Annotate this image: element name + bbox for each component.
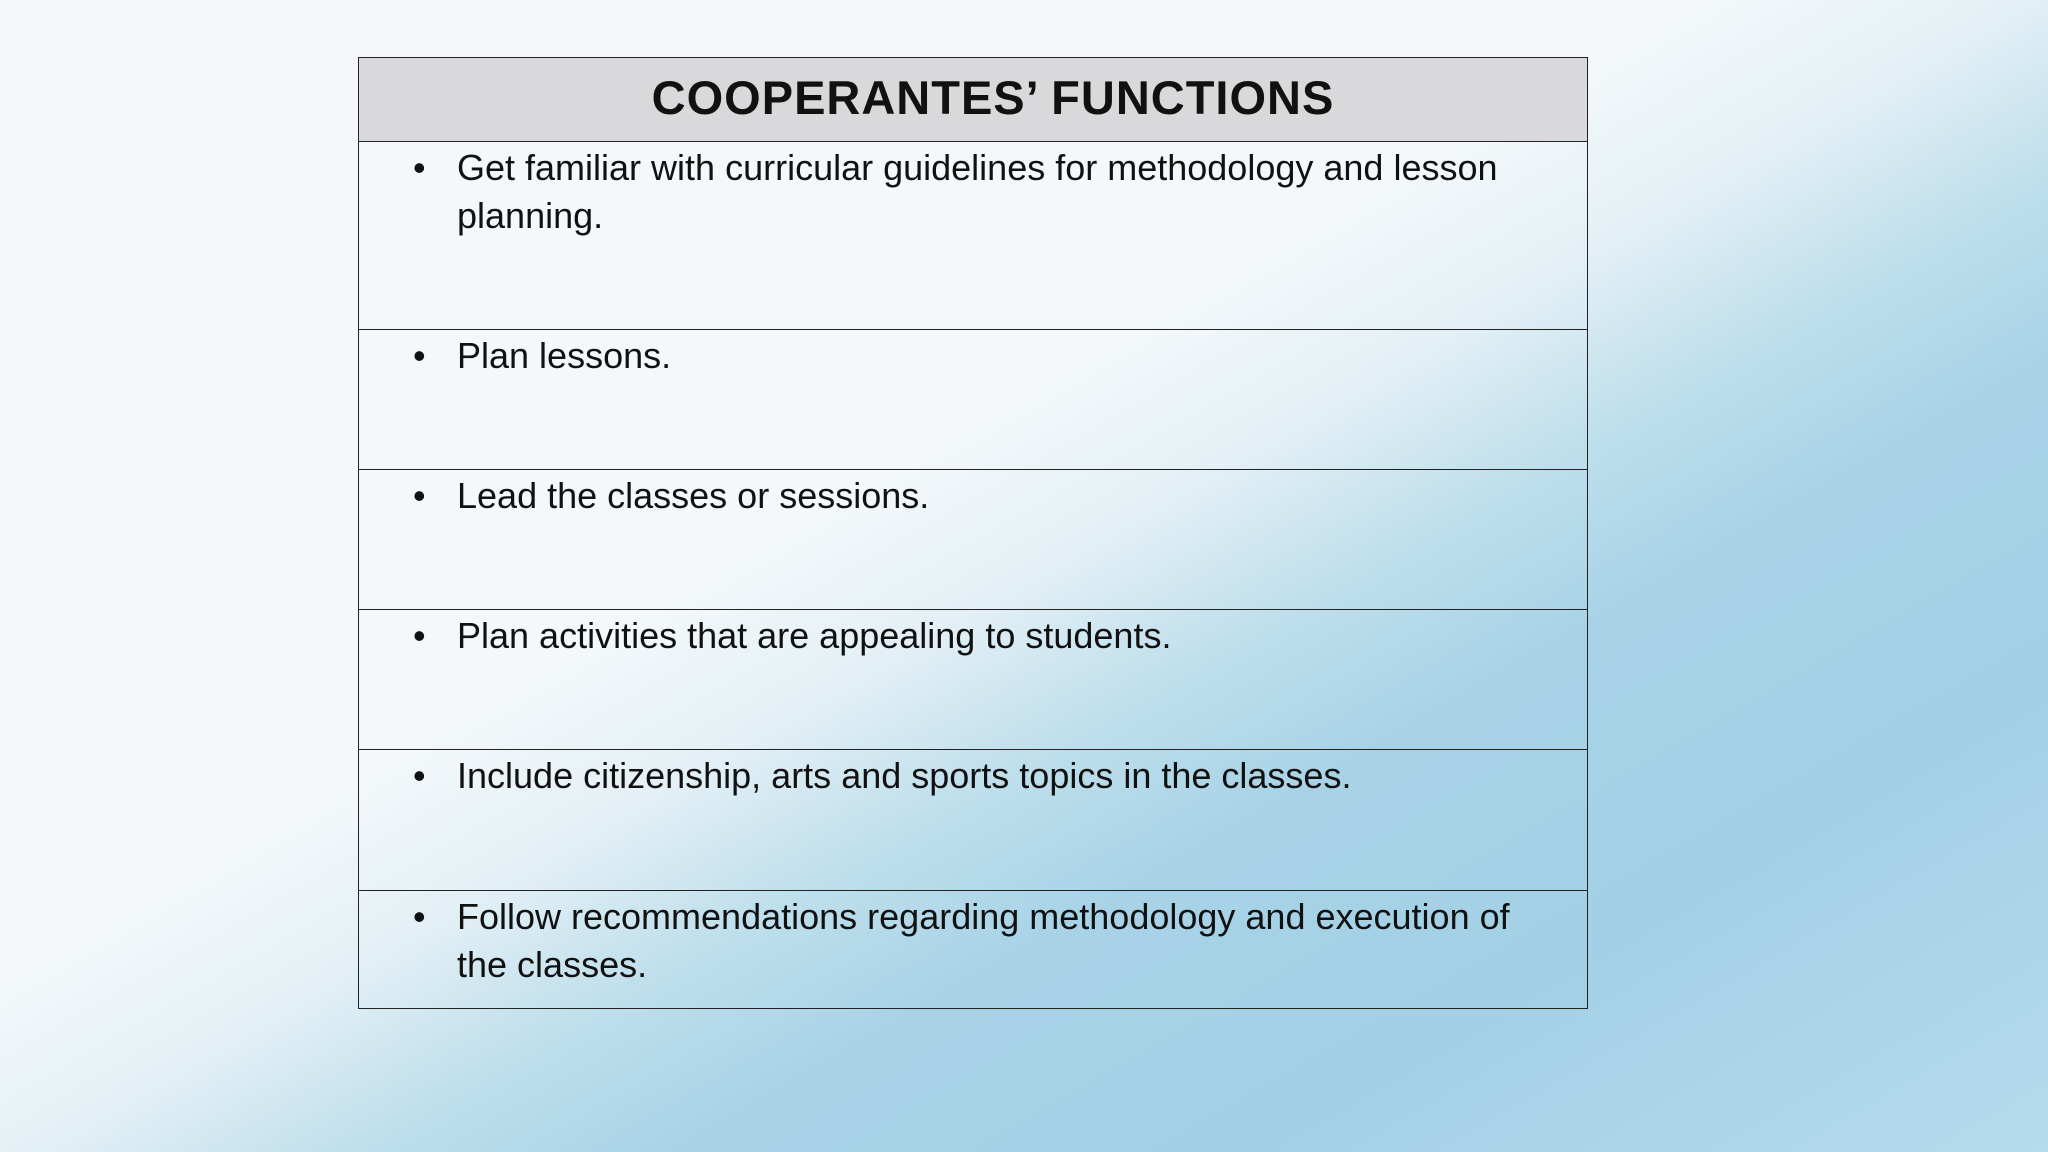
table-row bbox=[359, 142, 1587, 330]
list-item: Include citizenship, arts and sports topics in the classes. bbox=[457, 755, 1352, 796]
list-item: Plan lessons. bbox=[457, 335, 672, 376]
table-row bbox=[359, 330, 1587, 470]
slide-title: COOPERANTES’ FUNCTIONS bbox=[651, 71, 1335, 124]
table-header bbox=[359, 58, 1587, 142]
bullet-icon: • bbox=[413, 896, 426, 937]
bullet-icon: • bbox=[413, 755, 426, 796]
table-row bbox=[359, 470, 1587, 610]
functions-table bbox=[358, 57, 1588, 1009]
table-row bbox=[359, 891, 1587, 1008]
list-item: Follow recommendations regarding methodology and execution of the classes. bbox=[457, 896, 1510, 985]
list-item: Lead the classes or sessions. bbox=[457, 475, 930, 516]
table-row bbox=[359, 610, 1587, 750]
bullet-icon: • bbox=[413, 475, 426, 516]
bullet-icon: • bbox=[413, 615, 426, 656]
bullet-icon: • bbox=[413, 147, 426, 188]
list-item: Get familiar with curricular guidelines for methodology and lesson planning. bbox=[457, 147, 1498, 236]
list-item: Plan activities that are appealing to students. bbox=[457, 615, 1172, 656]
table-row bbox=[359, 750, 1587, 891]
bullet-icon: • bbox=[413, 335, 426, 376]
